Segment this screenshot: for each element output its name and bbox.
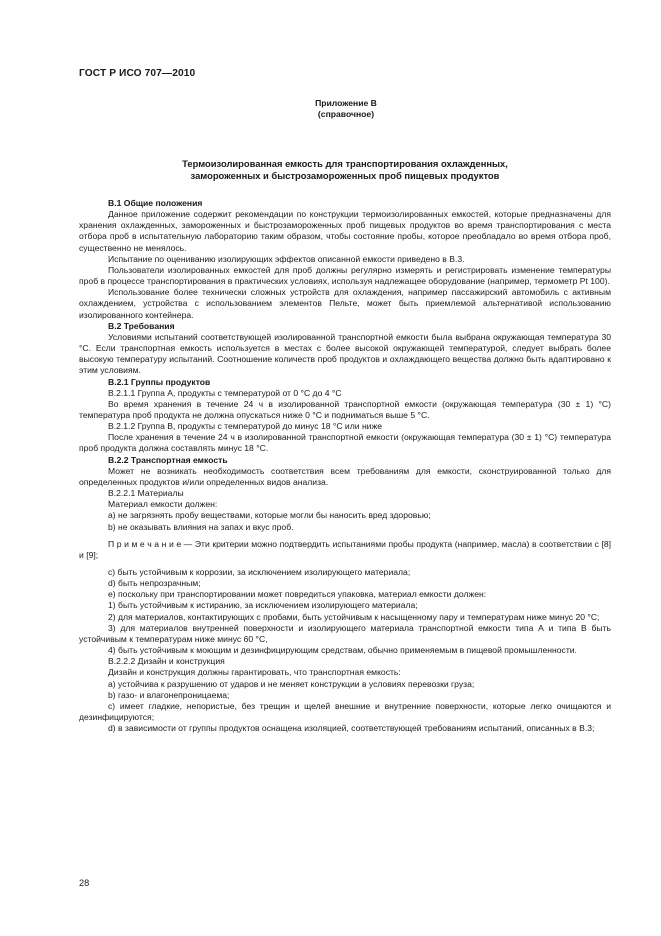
list-item: 4) быть устойчивым к моющим и дезинфицирующим средствам, обычно применяемым в пищевой промышленности. [108, 645, 577, 656]
title-line: Термоизолированная емкость для транспортирования охлажденных, [182, 158, 508, 169]
list-item: a) не загрязнять пробу веществами, которые могли бы наносить вред здоровью; [108, 510, 431, 521]
subsection-title: В.2.2.2 Дизайн и конструкция [108, 656, 225, 667]
paragraph: Данное приложение содержит рекомендации по конструкции термоизолированных емкостей, которые предназначены для хранения охлажденных, замороженных и быстрозамороженных проб пищевых продуктов во время транспортирования с места отбора проб в испытательную лабораторию таким образом, чтобы состояние пробы, которое преобладало во время отбора проб, существенно не менялось. [79, 209, 611, 253]
list-item: b) не оказывать влияния на запах и вкус проб. [108, 521, 294, 532]
list-item: 2) для материалов, контактирующих с пробами, быть устойчивым к насыщенному пару и температурам ниже минус 20 °С; [108, 611, 600, 622]
appendix-kind: (справочное) [317, 109, 375, 120]
list-item: c) быть устойчивым к коррозии, за исключением изолирующего материала; [108, 567, 411, 577]
appendix-label [300, 98, 392, 121]
appendix-title [79, 158, 611, 182]
document-body [79, 198, 611, 734]
list-item: c) имеет гладкие, непористые, без трещин и щелей внешние и внутренние поверхности, которые легко очищаются и дезинфицируются; [79, 700, 611, 723]
page-number: 28 [79, 878, 90, 888]
paragraph: Испытание по оцениванию изолирующих эффектов описанной емкости приведено в В.3. [108, 253, 465, 264]
subsection-title: В.2.2.1 Материалы [108, 488, 184, 499]
paragraph: Условиями испытаний соответствующей изолированной транспортной емкости была выбрана окружающая температура 30 °С. Если транспортная емкость используется в местах с более высокой окружающей температурой, следует выбрать более высокую температуру испытаний. Соотношение количеств проб продуктов и охлаждающего вещества должно быть адаптировано к этим условиям. [79, 331, 611, 376]
section-heading: В.1 Общие положения [108, 198, 203, 208]
appendix-name: Приложение В [315, 98, 377, 108]
list-item: d) быть непрозрачным; [108, 578, 201, 589]
title-line: замороженных и быстрозамороженных проб пищевых продуктов [190, 170, 500, 182]
note: П р и м е ч а н и е — Эти критерии можно подтвердить испытаниями пробы продукта (например, масла) в соответствии с [8] и [9]; [79, 538, 611, 560]
list-item: d) в зависимости от группы продуктов оснащена изоляцией, соответствующей требованиям испытаний, описанных в В.3; [108, 723, 595, 734]
section-heading: В.2 Требования [108, 320, 175, 331]
list-item: e) поскольку при транспортировании может повредиться упаковка, материал емкости должен: [108, 589, 487, 600]
section-heading: В.2.2 Транспортная емкость [108, 454, 228, 465]
section-heading: В.2.1 Группы продуктов [108, 376, 211, 387]
list-item: 3) для материалов внутренней поверхности и изолирующего материала транспортной емкости типа А и типа В быть устойчивым к температурам ниже минус 60 °С, [79, 622, 611, 644]
paragraph: Может не возникать необходимость соответствия всем требованиям для емкости, сконструированной только для определенных продуктов и/или определенных видов анализа. [79, 465, 611, 487]
paragraph: После хранения в течение 24 ч в изолированной транспортной емкости (окружающая температура (30 ± 1) °С) температура проб продукта должна составлять минус 18 °С. [79, 432, 611, 454]
list-item: b) газо- и влагонепроницаема; [108, 689, 230, 700]
subsection-title: В.2.1.1 Группа А, продукты с температурой от 0 °С до 4 °С [108, 387, 342, 398]
paragraph: Материал емкости должен: [108, 499, 218, 510]
paragraph: Дизайн и конструкция должны гарантировать, что транспортная емкость: [108, 667, 401, 678]
paragraph: Использование более технически сложных устройств для охлаждения, например пассажирский автомобиль с активным охлаждением, устройства с использованием элементов Пельте, может быть приемлемой альтернативой использованию изолированного контейнера. [79, 287, 611, 320]
subsection-title: В.2.1.2 Группа В, продукты с температурой до минус 18 °С или ниже [108, 421, 383, 432]
list-item: 1) быть устойчивым к истиранию, за исключением изолирующего материала; [108, 600, 418, 611]
paragraph: Пользователи изолированных емкостей для проб должны регулярно измерять и регистрировать изменение температуры проб в процессе транспортирования в практических условиях, используя надлежащее оборудование (например, термометр Pt 100). [79, 264, 611, 287]
list-item: a) устойчива к разрушению от ударов и не меняет конструкции в условиях перевозки груза; [108, 678, 475, 689]
document-header: ГОСТ Р ИСО 707—2010 [79, 68, 196, 79]
paragraph: Во время хранения в течение 24 ч в изолированной транспортной емкости (окружающая температура (30 ± 1) °С) температура проб продукта не должна опускаться ниже 0 °С и подниматься выше 5 °С. [79, 398, 611, 420]
